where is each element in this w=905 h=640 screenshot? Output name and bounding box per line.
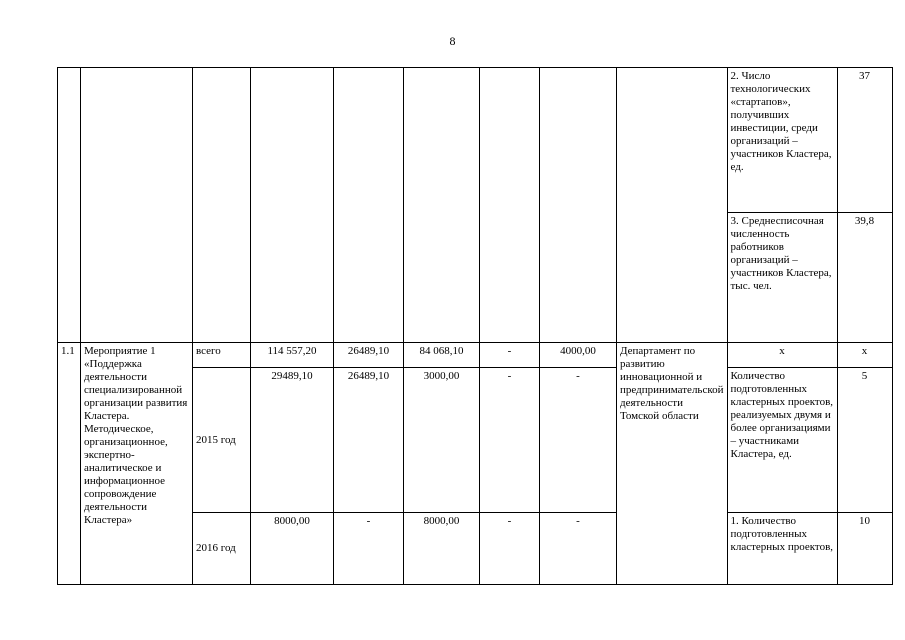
table-row <box>58 343 893 368</box>
activity-name: Мероприятие 1 «Поддержка деятельности специализированной организации развития Кластера. Методическое, организационное, экспертно-аналитическое и информационное сопровождение деятельности Кластера» <box>81 343 193 585</box>
value-cell: x <box>837 343 892 368</box>
activity-number: 1.1 <box>58 343 81 585</box>
indicator-cell: 2. Число технологических «стартапов», получивших инвестиции, среди организаций – участников Кластера, ед. <box>727 68 837 213</box>
page-number: 8 <box>449 34 456 48</box>
value-cell: 10 <box>837 513 892 585</box>
value-cell: 39,8 <box>837 213 892 343</box>
num-cell-empty <box>58 68 81 343</box>
local-cell: - <box>480 513 540 585</box>
table-row <box>58 68 893 213</box>
federal-cell: 26489,10 <box>334 343 404 368</box>
indicator-cell: Количество подготовленных кластерных проектов, реализуемых двумя и более организациями – участниками Кластера, ед. <box>727 368 837 513</box>
regional-cell-empty <box>404 68 480 343</box>
indicator-cell: 3. Среднесписочная численность работников организаций – участников Кластера, тыс. чел. <box>727 213 837 343</box>
other-cell: 4000,00 <box>540 343 617 368</box>
indicator-cell: 1. Количество подготовленных кластерных проектов, <box>727 513 837 585</box>
federal-cell: 26489,10 <box>334 368 404 513</box>
other-cell: - <box>540 513 617 585</box>
federal-cell-empty <box>334 68 404 343</box>
value-cell: 5 <box>837 368 892 513</box>
period-cell: 2016 год <box>193 513 251 585</box>
regional-cell: 8000,00 <box>404 513 480 585</box>
local-cell-empty <box>480 68 540 343</box>
period-cell: всего <box>193 343 251 368</box>
executor-cell-empty <box>617 68 728 343</box>
executor-cell: Департамент по развитию инновационной и предпринимательской деятельности Томской области <box>617 343 728 585</box>
name-cell-empty <box>81 68 193 343</box>
indicator-cell: x <box>727 343 837 368</box>
regional-cell: 3000,00 <box>404 368 480 513</box>
regional-cell: 84 068,10 <box>404 343 480 368</box>
local-cell: - <box>480 343 540 368</box>
total-cell-empty <box>251 68 334 343</box>
other-cell: - <box>540 368 617 513</box>
total-cell: 114 557,20 <box>251 343 334 368</box>
period-cell: 2015 год <box>193 368 251 513</box>
period-cell-empty <box>193 68 251 343</box>
other-cell-empty <box>540 68 617 343</box>
local-cell: - <box>480 368 540 513</box>
federal-cell: - <box>334 513 404 585</box>
program-table <box>57 67 893 585</box>
total-cell: 8000,00 <box>251 513 334 585</box>
value-cell: 37 <box>837 68 892 213</box>
total-cell: 29489,10 <box>251 368 334 513</box>
